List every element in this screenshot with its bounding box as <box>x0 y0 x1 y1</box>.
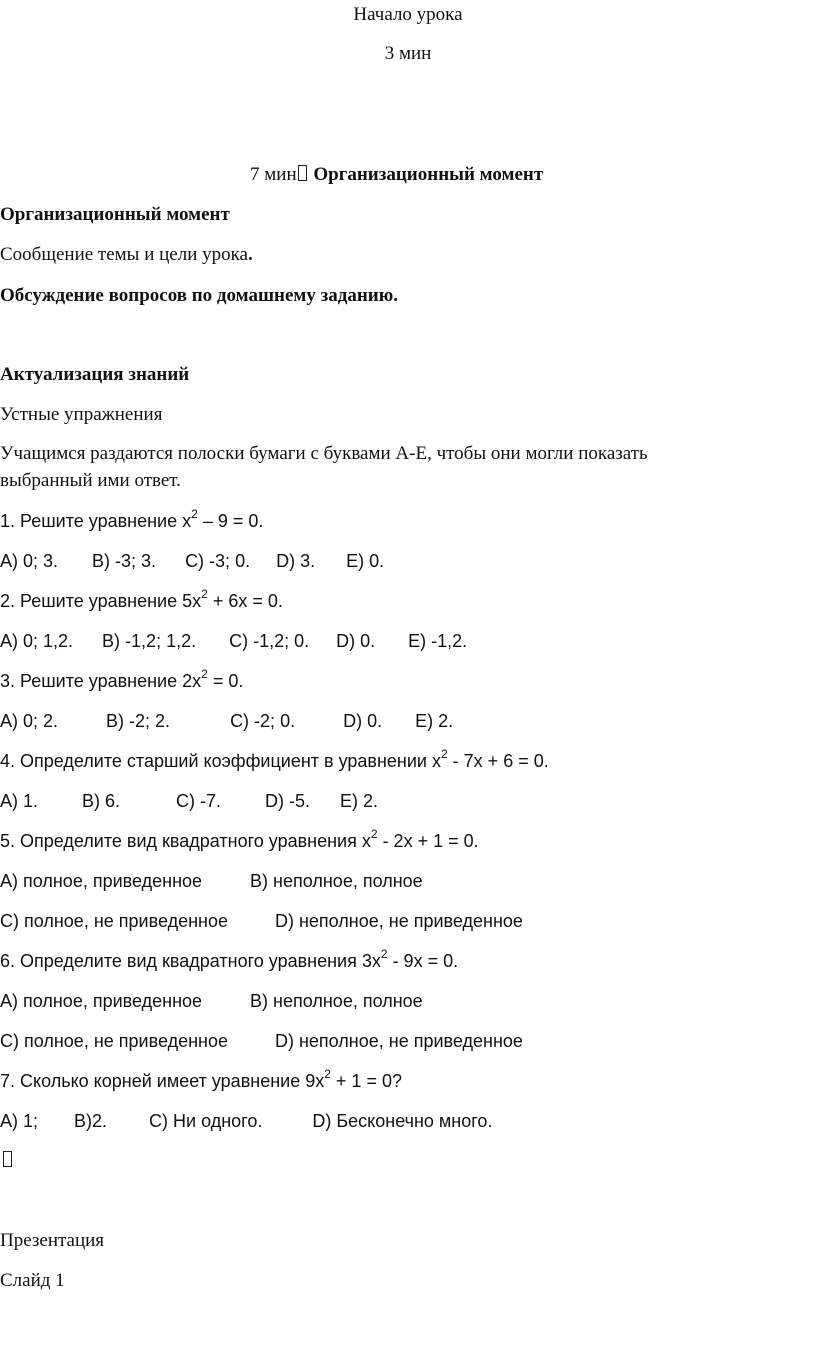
question-4-tail: - 7x + 6 = 0. <box>447 751 549 771</box>
answers-3 <box>0 710 453 732</box>
question-1-sup: 2 <box>191 507 198 521</box>
answers-4 <box>0 790 378 812</box>
org-time-row <box>250 164 543 186</box>
topic-period: . <box>248 244 253 265</box>
question-4 <box>0 747 549 772</box>
answer-option: B) -3; 3. <box>92 551 157 571</box>
question-1-tail: – 9 = 0. <box>197 511 264 531</box>
answer-option: A) 0; 1,2. <box>0 631 74 651</box>
topic-text: Сообщение темы и цели урока <box>0 244 248 265</box>
answers-1 <box>0 550 384 572</box>
question-6-text: 6. Определите вид квадратного уравнения 3x <box>0 951 381 971</box>
answer-option: A) полное, приведенное <box>0 991 203 1011</box>
answers-7 <box>0 1110 492 1132</box>
question-2-text: 2. Решите уравнение 5x <box>0 591 202 611</box>
lesson-start-label: Начало урока <box>353 4 463 25</box>
answers-6b <box>0 1030 523 1052</box>
org-title-label: Организационный момент <box>313 164 544 185</box>
missing-glyph-row <box>2 1150 14 1172</box>
answer-option: D) 3. <box>276 551 316 571</box>
answer-option: D) 0. <box>336 631 376 651</box>
question-3-tail: = 0. <box>207 671 244 691</box>
intro-line-1: Учащимся раздаются полоски бумаги с буквами А-Е, чтобы они могли показать <box>0 443 648 464</box>
answer-option: C) -2; 0. <box>230 711 296 731</box>
question-4-sup: 2 <box>440 747 448 761</box>
duration-org-label: 7 мин <box>250 164 297 185</box>
question-1-text: 1. Решите уравнение x <box>0 511 192 531</box>
homework-line: Обсуждение вопросов по домашнему заданию. <box>0 285 399 306</box>
answer-option: A) 1; <box>0 1111 39 1131</box>
question-7-tail: + 1 = 0? <box>330 1071 402 1091</box>
answer-option: A) 0; 3. <box>0 551 59 571</box>
actualization-heading: Актуализация знаний <box>0 364 190 385</box>
question-2-tail: + 6x = 0. <box>207 591 283 611</box>
question-5 <box>0 827 479 852</box>
question-2 <box>0 587 283 612</box>
answer-option: B) -1,2; 1,2. <box>102 631 197 651</box>
answer-option: E) -1,2. <box>408 631 468 651</box>
answer-option: B) неполное, полное <box>250 991 423 1011</box>
oral-exercises-label: Устные упражнения <box>0 404 163 425</box>
answer-option: E) 0. <box>346 551 385 571</box>
question-5-text: 5. Определите вид квадратного уравнения x <box>0 831 371 851</box>
question-3-text: 3. Решите уравнение 2x <box>0 671 202 691</box>
answer-option: C) -7. <box>176 791 222 811</box>
answer-option: D) неполное, не приведенное <box>274 911 523 931</box>
question-7 <box>0 1067 402 1092</box>
answer-option: C) полное, не приведенное <box>0 911 228 931</box>
answer-option: E) 2. <box>340 791 379 811</box>
question-6-sup: 2 <box>380 947 388 961</box>
answer-option: C) -1,2; 0. <box>229 631 310 651</box>
answers-6a <box>0 990 423 1012</box>
question-1 <box>0 507 264 532</box>
answer-option: C) Ни одного. <box>149 1111 263 1131</box>
org-heading: Организационный момент <box>0 204 230 225</box>
question-6 <box>0 947 459 972</box>
missing-glyph-icon <box>3 1151 12 1167</box>
duration-start-label: 3 мин <box>384 43 432 64</box>
answer-option: D) 0. <box>343 711 383 731</box>
answer-option: B) 6. <box>82 791 121 811</box>
answer-option: B) -2; 2. <box>106 711 171 731</box>
presentation-label: Презентация <box>0 1230 105 1251</box>
answers-5b <box>0 910 523 932</box>
question-5-sup: 2 <box>370 827 378 841</box>
topic-line <box>0 244 253 266</box>
answer-option: A) полное, приведенное <box>0 871 203 891</box>
intro-line-2: выбранный ими ответ. <box>0 470 181 491</box>
answer-option: B)2. <box>74 1111 108 1131</box>
answer-option: A) 1. <box>0 791 39 811</box>
question-7-text: 7. Сколько корней имеет уравнение 9x <box>0 1071 325 1091</box>
question-5-tail: - 2x + 1 = 0. <box>377 831 479 851</box>
answer-option: D) Бесконечно много. <box>312 1111 493 1131</box>
answer-option: D) -5. <box>265 791 311 811</box>
answer-option: E) 2. <box>415 711 454 731</box>
question-6-tail: - 9x = 0. <box>387 951 459 971</box>
slide-label: Слайд 1 <box>0 1270 65 1291</box>
answer-option: D) неполное, не приведенное <box>274 1031 523 1051</box>
answer-option: C) -3; 0. <box>185 551 251 571</box>
missing-glyph-icon <box>298 165 307 181</box>
answers-2 <box>0 630 467 652</box>
question-3 <box>0 667 244 692</box>
question-4-text: 4. Определите старший коэффициент в уравнении x <box>0 751 441 771</box>
question-3-sup: 2 <box>201 667 208 681</box>
question-7-sup: 2 <box>324 1067 331 1081</box>
answer-option: A) 0; 2. <box>0 711 59 731</box>
answer-option: B) неполное, полное <box>250 871 423 891</box>
answer-option: C) полное, не приведенное <box>0 1031 228 1051</box>
question-2-sup: 2 <box>201 587 208 601</box>
answers-5a <box>0 870 423 892</box>
